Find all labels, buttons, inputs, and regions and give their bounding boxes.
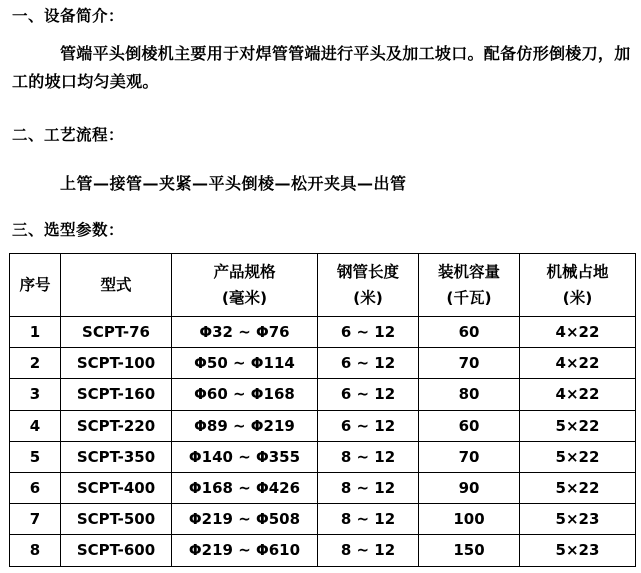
cell-model: SCPT-220 bbox=[61, 410, 172, 441]
header-cell-power bbox=[419, 254, 520, 317]
header-label: 产品规格 bbox=[213, 263, 276, 281]
cell-power: 90 bbox=[419, 472, 520, 503]
cell-length: 8 ~ 12 bbox=[318, 504, 419, 535]
table-row bbox=[10, 472, 636, 503]
cell-power: 80 bbox=[419, 379, 520, 410]
cell-footprint: 4×22 bbox=[520, 317, 636, 348]
cell-model: SCPT-350 bbox=[61, 441, 172, 472]
intro-paragraph: 管端平头倒棱机主要用于对焊管管端进行平头及加工坡口。配备仿形倒棱刀，加工的坡口均匀美观。 bbox=[12, 44, 631, 91]
cell-index: 6 bbox=[10, 472, 61, 503]
header-unit: (米) bbox=[353, 289, 383, 307]
table-row bbox=[10, 504, 636, 535]
params-table bbox=[9, 253, 636, 567]
header-unit: (千瓦) bbox=[446, 289, 492, 307]
cell-length: 8 ~ 12 bbox=[318, 535, 419, 566]
cell-model: SCPT-76 bbox=[61, 317, 172, 348]
header-label: 装机容量 bbox=[437, 263, 500, 281]
section-heading-intro: 一、设备简介： bbox=[12, 7, 125, 25]
cell-spec: Φ32 ~ Φ76 bbox=[172, 317, 318, 348]
table-row bbox=[10, 410, 636, 441]
cell-power: 60 bbox=[419, 317, 520, 348]
cell-length: 6 ~ 12 bbox=[318, 379, 419, 410]
cell-footprint: 5×23 bbox=[520, 535, 636, 566]
cell-spec: Φ219 ~ Φ508 bbox=[172, 504, 318, 535]
header-label: 型式 bbox=[100, 276, 132, 294]
cell-length: 8 ~ 12 bbox=[318, 441, 419, 472]
header-unit: (米) bbox=[562, 289, 593, 307]
cell-power: 70 bbox=[419, 348, 520, 379]
cell-footprint: 5×22 bbox=[520, 472, 636, 503]
cell-power: 150 bbox=[419, 535, 520, 566]
cell-footprint: 4×22 bbox=[520, 379, 636, 410]
cell-power: 60 bbox=[419, 410, 520, 441]
cell-index: 1 bbox=[10, 317, 61, 348]
cell-spec: Φ50 ~ Φ114 bbox=[172, 348, 318, 379]
process-flow: 上管—接管—夹紧—平头倒棱—松开夹具—出管 bbox=[60, 174, 407, 193]
cell-model: SCPT-600 bbox=[61, 535, 172, 566]
table-row bbox=[10, 535, 636, 566]
cell-footprint: 4×22 bbox=[520, 348, 636, 379]
table-row bbox=[10, 317, 636, 348]
table-row bbox=[10, 348, 636, 379]
cell-length: 8 ~ 12 bbox=[318, 472, 419, 503]
header-cell-length bbox=[318, 254, 419, 317]
cell-spec: Φ140 ~ Φ355 bbox=[172, 441, 318, 472]
cell-index: 5 bbox=[10, 441, 61, 472]
cell-footprint: 5×22 bbox=[520, 410, 636, 441]
cell-power: 70 bbox=[419, 441, 520, 472]
cell-length: 6 ~ 12 bbox=[318, 348, 419, 379]
cell-spec: Φ60 ~ Φ168 bbox=[172, 379, 318, 410]
cell-length: 6 ~ 12 bbox=[318, 317, 419, 348]
header-label: 钢管长度 bbox=[336, 263, 399, 281]
cell-model: SCPT-100 bbox=[61, 348, 172, 379]
header-cell-footprint bbox=[520, 254, 636, 317]
cell-spec: Φ219 ~ Φ610 bbox=[172, 535, 318, 566]
cell-index: 4 bbox=[10, 410, 61, 441]
cell-power: 100 bbox=[419, 504, 520, 535]
cell-index: 2 bbox=[10, 348, 61, 379]
header-cell-index bbox=[10, 254, 61, 317]
header-cell-model bbox=[61, 254, 172, 317]
cell-length: 6 ~ 12 bbox=[318, 410, 419, 441]
cell-index: 8 bbox=[10, 535, 61, 566]
cell-model: SCPT-500 bbox=[61, 504, 172, 535]
cell-model: SCPT-160 bbox=[61, 379, 172, 410]
header-cell-spec bbox=[172, 254, 318, 317]
header-unit: (毫米) bbox=[221, 289, 268, 307]
header-label: 序号 bbox=[19, 276, 51, 294]
cell-footprint: 5×22 bbox=[520, 441, 636, 472]
table-row bbox=[10, 441, 636, 472]
cell-index: 7 bbox=[10, 504, 61, 535]
cell-footprint: 5×23 bbox=[520, 504, 636, 535]
cell-spec: Φ89 ~ Φ219 bbox=[172, 410, 318, 441]
cell-spec: Φ168 ~ Φ426 bbox=[172, 472, 318, 503]
cell-index: 3 bbox=[10, 379, 61, 410]
table-header-row bbox=[10, 254, 636, 317]
table-row bbox=[10, 379, 636, 410]
cell-model: SCPT-400 bbox=[61, 472, 172, 503]
section-heading-params: 三、选型参数： bbox=[12, 221, 125, 239]
section-heading-process: 二、工艺流程： bbox=[12, 126, 125, 144]
header-label: 机械占地 bbox=[546, 263, 609, 281]
